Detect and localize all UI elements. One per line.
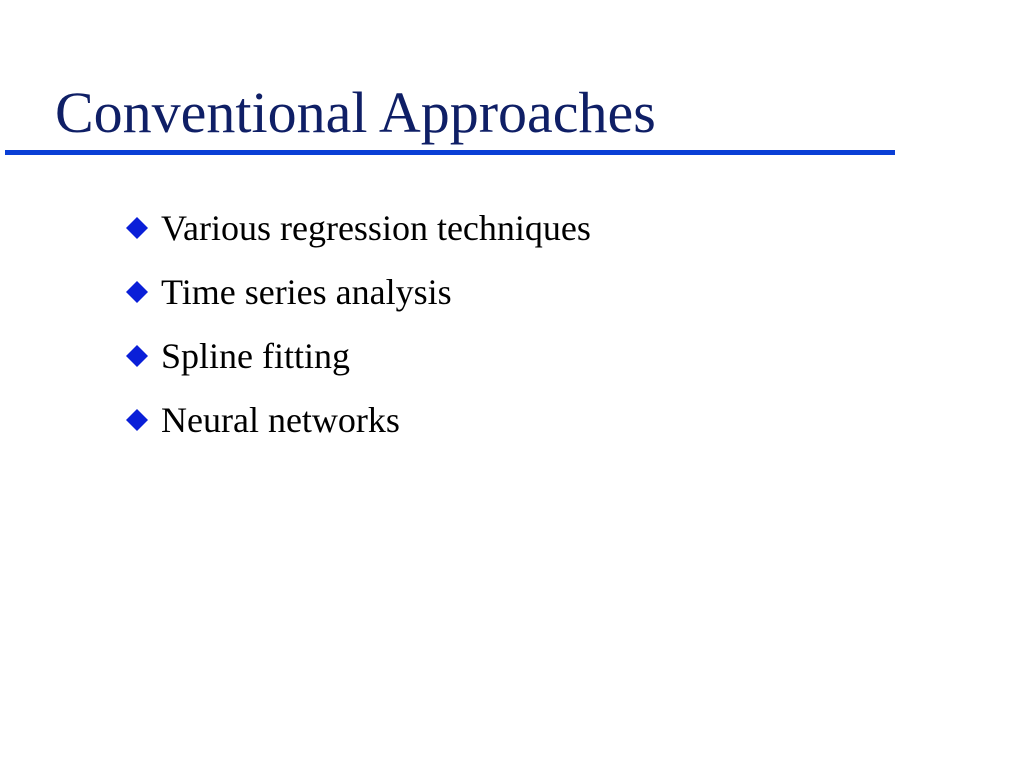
list-item bbox=[126, 260, 591, 324]
diamond-icon bbox=[126, 409, 148, 431]
bullet-text: Time series analysis bbox=[161, 272, 452, 312]
diamond-icon bbox=[126, 345, 148, 367]
bullet-text: Spline fitting bbox=[161, 336, 350, 376]
bullet-text: Neural networks bbox=[161, 400, 400, 440]
slide-title: Conventional Approaches bbox=[55, 80, 656, 145]
diamond-icon bbox=[126, 217, 148, 239]
diamond-icon bbox=[126, 281, 148, 303]
bullet-list bbox=[126, 196, 591, 452]
list-item bbox=[126, 388, 591, 452]
list-item bbox=[126, 324, 591, 388]
title-underline bbox=[5, 150, 895, 155]
list-item bbox=[126, 196, 591, 260]
bullet-text: Various regression techniques bbox=[161, 208, 591, 248]
